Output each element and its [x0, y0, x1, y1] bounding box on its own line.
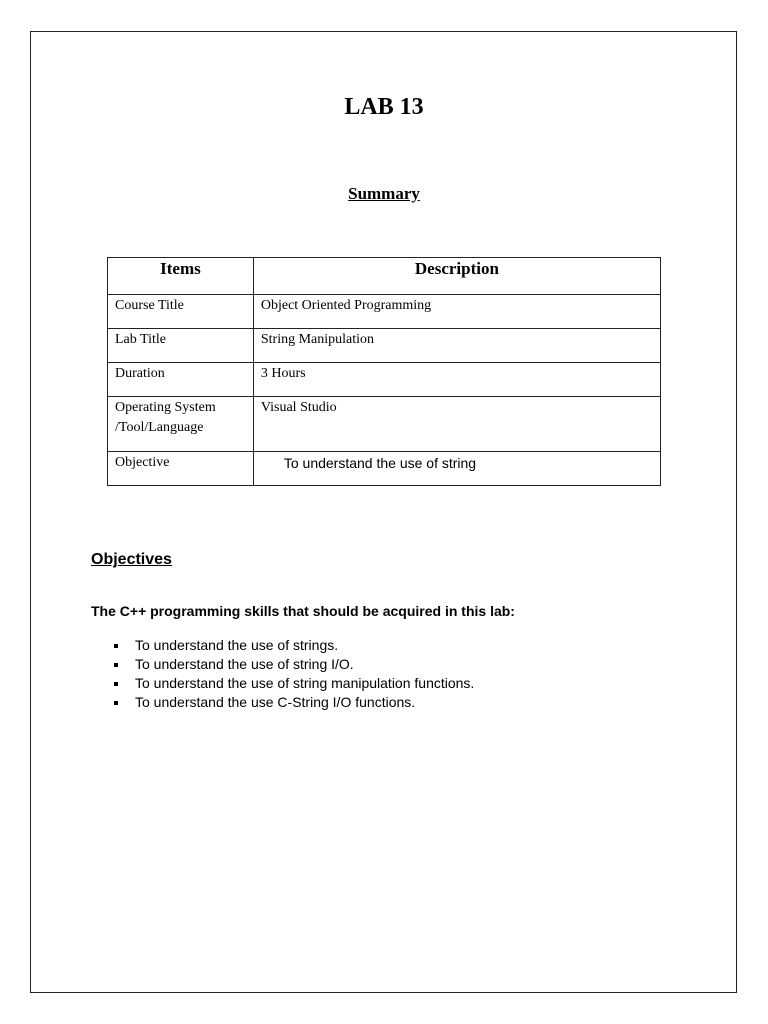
table-row — [108, 295, 661, 329]
list-item — [91, 655, 474, 674]
bullet-icon — [114, 682, 118, 686]
row-description-cell: String Manipulation — [253, 329, 660, 363]
lab-title: LAB 13 — [344, 94, 424, 120]
table-row — [108, 452, 661, 486]
list-item — [91, 636, 474, 655]
summary-heading: Summary — [348, 184, 420, 203]
page-border — [30, 31, 737, 993]
row-description-cell: To understand the use of string — [253, 452, 660, 486]
list-item-text: To understand the use of string I/O. — [135, 656, 354, 672]
list-item — [91, 674, 474, 693]
row-item-cell: Duration — [108, 363, 254, 397]
row-item-cell: Lab Title — [108, 329, 254, 363]
summary-table — [107, 257, 661, 486]
row-description-cell: Object Oriented Programming — [253, 295, 660, 329]
description-column-header: Description — [253, 258, 660, 295]
row-description-cell: Visual Studio — [253, 397, 660, 452]
table-row — [108, 397, 661, 452]
skills-intro: The C++ programming skills that should be acquired in this lab: — [91, 603, 515, 619]
table-header-row — [108, 258, 661, 295]
row-description-cell: 3 Hours — [253, 363, 660, 397]
bullet-icon — [114, 701, 118, 705]
objectives-list — [91, 636, 474, 712]
bullet-icon — [114, 663, 118, 667]
list-item-text: To understand the use C-String I/O functions. — [135, 694, 416, 710]
row-item-cell: Course Title — [108, 295, 254, 329]
list-item-text: To understand the use of string manipulation functions. — [135, 675, 475, 691]
bullet-icon — [114, 644, 118, 648]
row-item-cell: Objective — [108, 452, 254, 486]
row-item-cell: Operating System /Tool/Language — [108, 397, 254, 452]
list-item-text: To understand the use of strings. — [135, 637, 339, 653]
list-item — [91, 693, 474, 712]
table-row — [108, 363, 661, 397]
table-row — [108, 329, 661, 363]
objectives-heading: Objectives — [91, 551, 172, 568]
items-column-header: Items — [108, 258, 254, 295]
